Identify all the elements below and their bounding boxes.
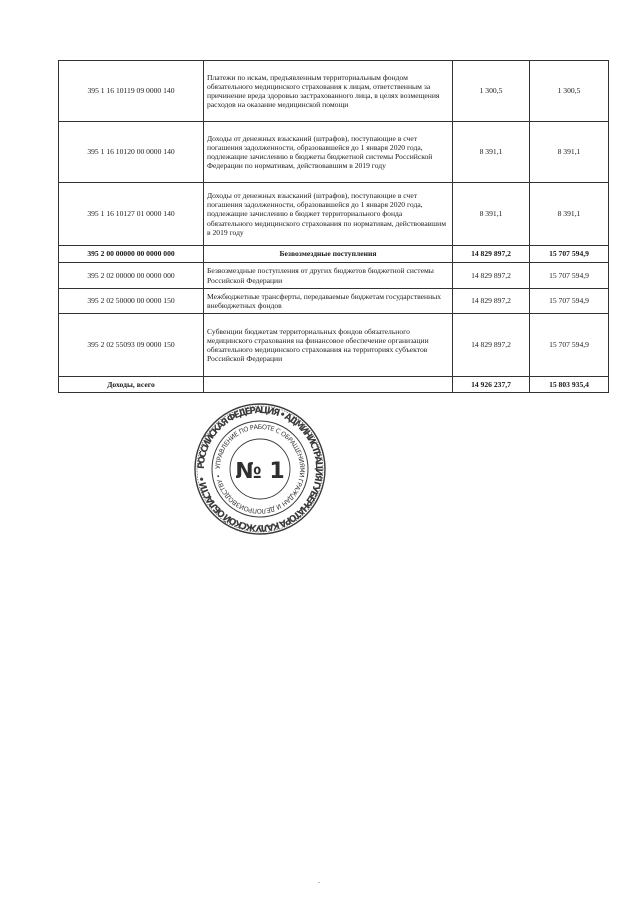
row-value-1: 14 829 897,2 [453, 263, 530, 289]
seal-outer-text-path: РОССИЙСКАЯ ФЕДЕРАЦИЯ • АДМИНИСТРАЦИЯ ГУБЕРНАТОРА КАЛУЖСКОЙ ОБЛАСТИ • [196, 405, 324, 533]
row-value-1: 8 391,1 [453, 122, 530, 183]
row-name: Безвозмездные поступления от других бюджетов бюджетной системы Российской Федерации [204, 263, 453, 289]
row-code: 395 2 02 50000 00 0000 150 [59, 289, 204, 314]
row-value-2: 1 300,5 [530, 61, 609, 122]
row-value-2: 8 391,1 [530, 122, 609, 183]
table-row [59, 246, 609, 263]
total-name [204, 377, 453, 393]
row-value-2: 8 391,1 [530, 183, 609, 246]
row-code: 395 1 16 10119 09 0000 140 [59, 61, 204, 122]
total-label: Доходы, всего [59, 377, 204, 393]
table-row [59, 314, 609, 377]
row-name: Безвозмездные поступления [204, 246, 453, 263]
row-code: 395 1 16 10127 01 0000 140 [59, 183, 204, 246]
official-seal-stamp [193, 402, 327, 536]
row-value-1: 14 829 897,2 [453, 246, 530, 263]
row-value-1: 1 300,5 [453, 61, 530, 122]
table-row-total [59, 377, 609, 393]
row-value-1: 8 391,1 [453, 183, 530, 246]
row-name: Субвенции бюджетам территориальных фондов обязательного медицинского страхования на финансовое обеспечение организации обязательного медицинского страхования на территориях субъектов Российской Федерации [204, 314, 453, 377]
table-row [59, 183, 609, 246]
page-mark: - [318, 880, 320, 886]
table-row [59, 289, 609, 314]
revenue-table [58, 60, 609, 393]
row-name: Межбюджетные трансферты, передаваемые бюджетам государственных внебюджетных фондов [204, 289, 453, 314]
table-row [59, 263, 609, 289]
row-value-2: 15 707 594,9 [530, 314, 609, 377]
row-name: Доходы от денежных взысканий (штрафов), поступающие в счет погашения задолженности, образовавшейся до 1 января 2020 года, подлежащие зачислению в бюджеты бюджетной системы Российской Федерации по нормативам, действовавшим в 2019 году [204, 122, 453, 183]
row-value-2: 15 707 594,9 [530, 246, 609, 263]
row-code: 395 1 16 10120 00 0000 140 [59, 122, 204, 183]
row-name: Платежи по искам, предъявленным территориальным фондом обязательного медицинского страхования к лицам, ответственным за причинение вреда здоровью застрахованного лица, в целях возмещения расходов на оказание медицинской помощи [204, 61, 453, 122]
row-code: 395 2 00 00000 00 0000 000 [59, 246, 204, 263]
total-value-1: 14 926 237,7 [453, 377, 530, 393]
row-code: 395 2 02 55093 09 0000 150 [59, 314, 204, 377]
row-value-1: 14 829 897,2 [453, 314, 530, 377]
total-value-2: 15 803 935,4 [530, 377, 609, 393]
seal-number: № 1 [235, 459, 285, 484]
table-row [59, 122, 609, 183]
row-value-2: 15 707 594,9 [530, 263, 609, 289]
seal-inner-text-path: УПРАВЛЕНИЕ ПО РАБОТЕ С ОБРАЩЕНИЯМИ ГРАЖДАН И ДЕЛОПРОИЗВОДСТВУ • [213, 422, 307, 516]
row-value-2: 15 707 594,9 [530, 289, 609, 314]
table-row [59, 61, 609, 122]
row-code: 395 2 02 00000 00 0000 000 [59, 263, 204, 289]
row-name: Доходы от денежных взысканий (штрафов), поступающие в счет погашения задолженности, образовавшейся до 1 января 2020 года, подлежащие зачислению в бюджет территориального фонда обязательного медицинского страхования по нормативам, действовавшим в 2019 году [204, 183, 453, 246]
row-value-1: 14 829 897,2 [453, 289, 530, 314]
